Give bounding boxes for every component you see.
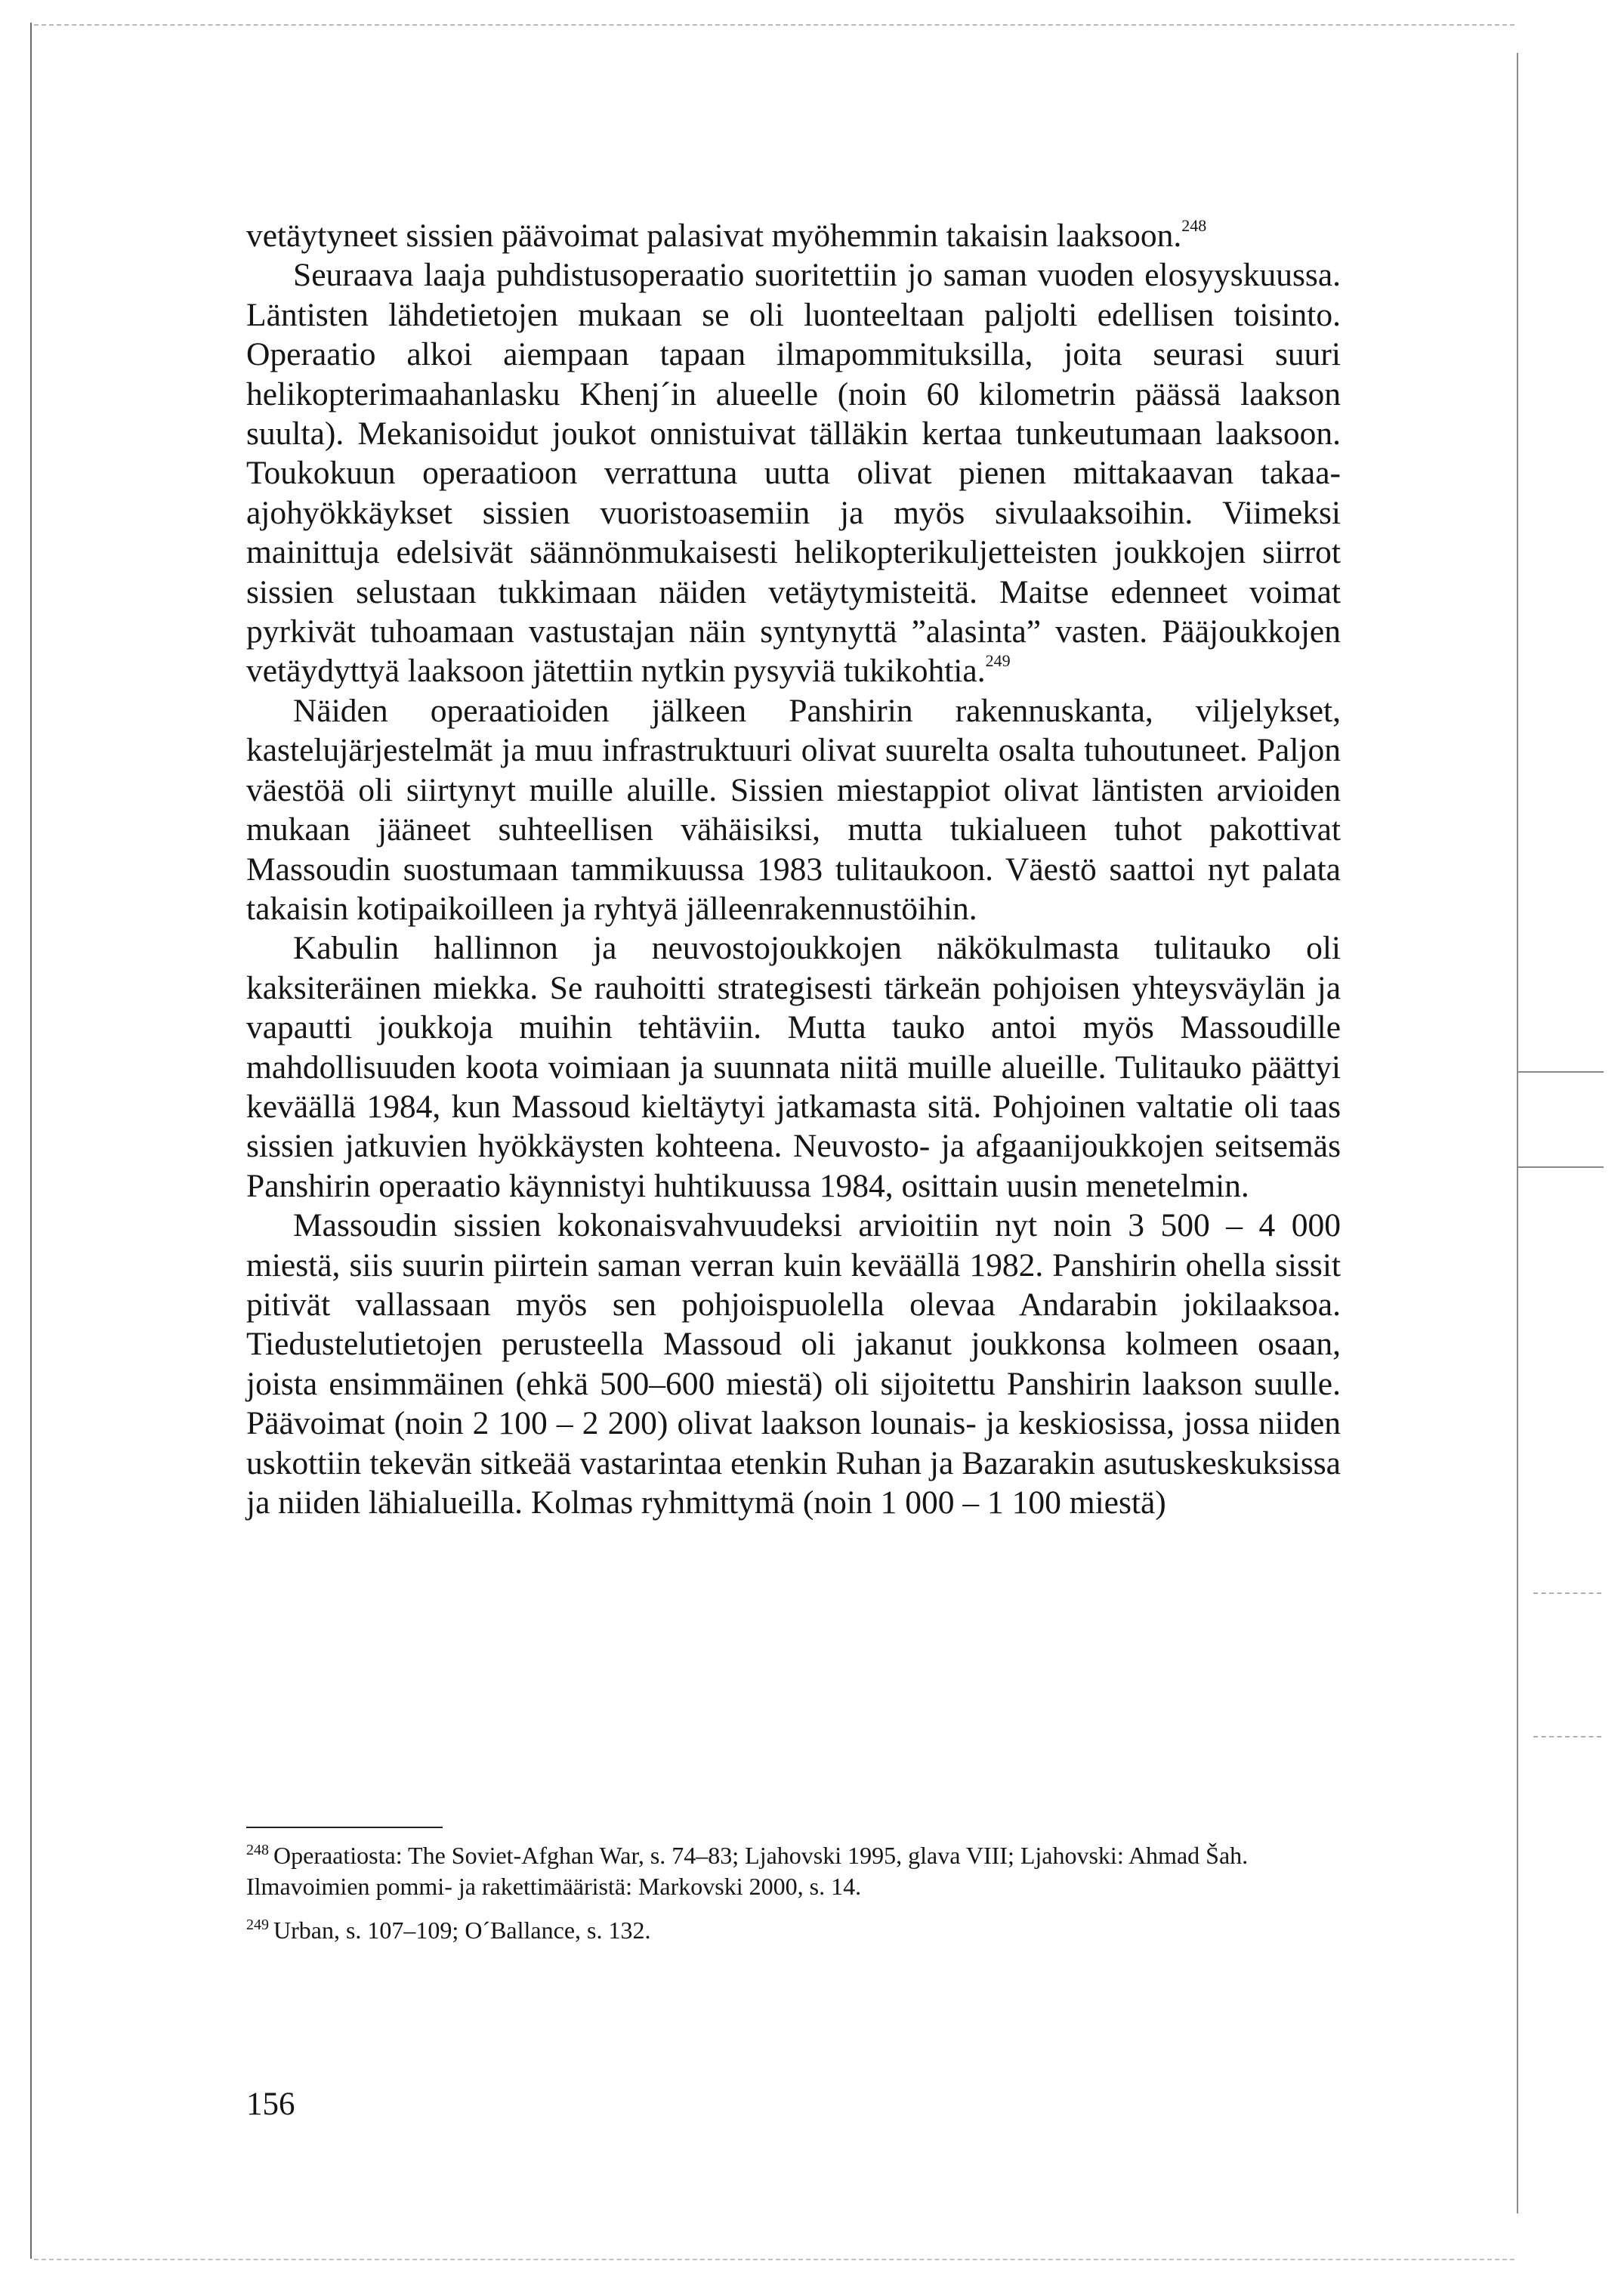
paragraph-5: Massoudin sissien kokonaisvahvuudeksi arvioitiin nyt noin 3 500 – 4 000 miestä, siis suurin piirtein saman verran kuin keväällä 1982. Panshirin ohella sissit pitivät vallassaan myös sen pohjoispuolella olevaa Andarabin jokilaaksoa. Tiedustelutietojen perusteella Massoud oli jakanut joukkonsa kolmeen osaan, joista ensimmäinen (ehkä 500–600 miestä) oli sijoitettu Panshirin laakson suulle. Päävoimat (noin 2 100 – 2 200) olivat laakson lounais- ja keskiosissa, jossa niiden uskottiin tekevän sitkeää vastarintaa etenkin Ruhan ja Bazarakin asutuskeskuksissa ja niiden lähialueilla. Kolmas ryhmittymä (noin 1 000 – 1 100 miestä) <box>246 1207 1341 1521</box>
footnote-number: 249 <box>246 1917 269 1933</box>
footnote-249 <box>246 1915 1341 1946</box>
footnote-248 <box>246 1840 1341 1902</box>
paragraph-1: vetäytyneet sissien päävoimat palasivat myöhemmin takaisin laaksoon.$^{248}$ <box>246 216 1207 254</box>
footnote-number: 248 <box>246 1842 269 1858</box>
footnote-divider <box>246 1827 443 1828</box>
body-text <box>246 216 1341 1522</box>
page-number: 156 <box>246 2087 295 2122</box>
scan-margin-mark <box>1517 1166 1604 1168</box>
footnote-text: Operaatiosta: The Soviet-Afghan War, s. 74–83; Ljahovski 1995, glava VIII; Ljahovski: Ahmad Šah. Ilmavoimien pommi- ja rakettimääristä: Markovski 2000, s. 14. <box>246 1842 1249 1900</box>
scan-top-edge <box>34 24 1514 26</box>
footnote-ref-248[interactable]: 248 <box>1181 216 1207 235</box>
footnotes <box>246 1840 1341 1959</box>
scan-margin-mark <box>1533 1592 1601 1594</box>
paragraph-2: Seuraava laaja puhdistusoperaatio suoritettiin jo saman vuoden elosyyskuussa. Läntisten lähdetietojen mukaan se oli luonteeltaan paljolti edellisen toisinto. Operaatio alkoi aiempaan tapaan ilmapommituksilla, joita seurasi suuri helikopterimaahanlasku Khenj´in alueelle (noin 60 kilometrin päässä laakson suulta). Mekanisoidut joukot onnistuivat tälläkin kertaa tunkeutumaan laaksoon. Toukokuun operaatioon verrattuna uutta olivat pienen mittakaavan takaa-ajohyökkäykset sissien vuoristoasemiin ja myös sivulaaksoihin. Viimeksi mainittuja edelsivät säännönmukaisesti helikopterikuljetteisten joukkojen siirrot sissien selustaan tukkimaan näiden vetäytymisteitä. Maitse edenneet voimat pyrkivät tuhoamaan vastustajan näin syntynyttä ”alasinta” vasten. Pääjoukkojen vetäydyttyä laaksoon jätettiin nytkin pysyviä tukikohtia.$^{249}$ <box>246 257 1341 690</box>
paragraph-4: Kabulin hallinnon ja neuvostojoukkojen näkökulmasta tulitauko oli kaksiteräinen miekka. Se rauhoitti strategisesti tärkeän pohjoisen yhteysväylän ja vapautti joukkoja muihin tehtäviin. Mutta tauko antoi myös Massoudille mahdollisuuden koota voimiaan ja suunnata niitä muille alueille. Tulitauko päättyi keväällä 1984, kun Massoud kieltäytyi jatkamasta sitä. Pohjoinen valtatie oli taas sissien jatkuvien hyökkäysten kohteena. Neuvosto- ja afgaanijoukkojen seitsemäs Panshirin operaatio käynnistyi huhtikuussa 1984, osittain uusin menetelmin. <box>246 930 1341 1204</box>
scan-margin-mark <box>1533 1736 1601 1737</box>
footnote-text: Urban, s. 107–109; O´Ballance, s. 132. <box>273 1917 651 1944</box>
scan-left-edge <box>30 23 32 2259</box>
scan-right-edge <box>1517 53 1518 2213</box>
scan-margin-mark <box>1517 1071 1604 1073</box>
paragraph-3: Näiden operaatioiden jälkeen Panshirin rakennuskanta, viljelykset, kastelujärjestelmät ja muu infrastruktuuri olivat suurelta osalta tuhoutuneet. Paljon väestöä oli siirtynyt muille aluille. Sissien miestappiot olivat läntisten arvioiden mukaan jääneet suhteellisen vähäisiksi, mutta tukialueen tuhot pakottivat Massoudin suostumaan tammikuussa 1983 tulitaukoon. Väestö saattoi nyt palata takaisin kotipaikoilleen ja ryhtyä jälleenrakennustöihin. <box>246 692 1341 927</box>
scan-bottom-edge <box>34 2259 1514 2260</box>
footnote-ref-249[interactable]: 249 <box>985 651 1011 671</box>
